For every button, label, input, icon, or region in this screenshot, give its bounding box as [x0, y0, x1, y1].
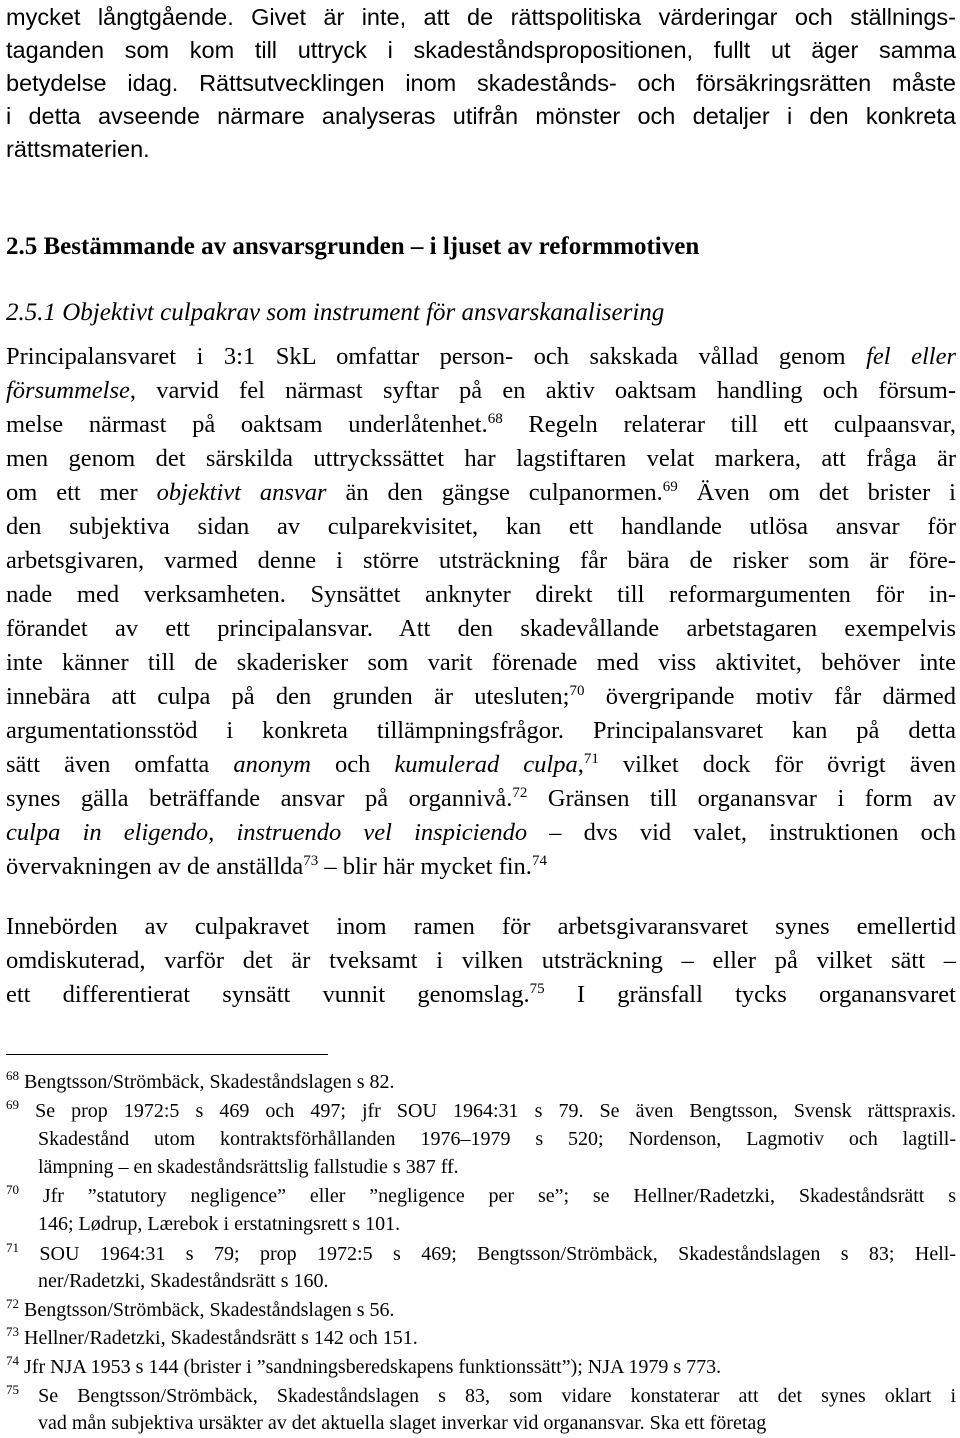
para1-line-4: men genom det särskilda uttryckssättet har lagstiftaren velat markera, att fråga är [6, 445, 956, 472]
para1-line-3: melse närmast på oaktsam underlåtenhet.$^{68}$ Regeln relaterar till ett culpaansvar, [6, 411, 956, 438]
footnote-ref-74[interactable]: 74 [531, 853, 547, 869]
italic-term: försummelse [6, 377, 130, 404]
footnote-72: $^{72}$ Bengtsson/Strömbäck, Skadeståndslagen s 56. [6, 1296, 395, 1321]
footnote-75-cont: vad mån subjektiva ursäkter av det aktuella slaget inverkar vid organansvar. Ska ett företag [38, 1412, 767, 1434]
footnote-69-cont-1: Skadestånd utom kontraktsförhållanden 1976–1979 s 520; Nordenson, Lagmotiv och lagtill- [38, 1128, 956, 1150]
footnote-ref-71[interactable]: 71 [583, 751, 599, 767]
para2-line-1: Innebörden av culpakravet inom ramen för arbetsgivaransvaret synes emellertid [6, 913, 956, 940]
para1-line-16: övervakningen av de anställda$^{73}$ – blir här mycket fin.$^{74}$ [6, 853, 547, 880]
footnote-ref-72[interactable]: 72 [512, 785, 528, 801]
intro-line-1: mycket långtgående. Givet är inte, att de rättspolitiska värderingar och ställnings- [6, 4, 956, 30]
footnote-ref-69[interactable]: 69 [662, 479, 678, 495]
footnote-71-cont: ner/Radetzki, Skadeståndsrätt s 160. [38, 1270, 329, 1292]
footnote-75: $^{75}$ Se Bengtsson/Strömbäck, Skadeståndslagen s 83, som vidare konstaterar att det synes oklart i [6, 1382, 956, 1407]
footnote-ref-73[interactable]: 73 [303, 853, 319, 869]
para1-line-9: förandet av ett principalansvar. Att den skadevållande arbetstagaren exempelvis [6, 615, 956, 642]
para1-line-12: argumentationsstöd i konkreta tillämpningsfrågor. Principalansvaret kan på detta [6, 717, 956, 744]
footnote-73: $^{73}$ Hellner/Radetzki, Skadeståndsrätt s 142 och 151. [6, 1324, 418, 1349]
italic-term: fel eller [866, 343, 956, 370]
footnote-ref-70[interactable]: 70 [569, 683, 585, 699]
subsection-heading: 2.5.1 Objektivt culpakrav som instrument för ansvarskanalisering [6, 299, 665, 326]
intro-line-3: betydelse idag. Rättsutvecklingen inom skadestånds- och försäkringsrätten måste [6, 70, 956, 96]
para1-line-13: sätt även omfatta anonym och kumulerad culpa,$^{71}$ vilket dock för övrigt även [6, 751, 956, 778]
section-heading: 2.5 Bestämmande av ansvarsgrunden – i ljuset av reformmotiven [6, 233, 700, 260]
para1-line-8: nade med verksamheten. Synsättet anknyter direkt till reformargumenten för in- [6, 581, 956, 608]
footnote-68: $^{68}$ Bengtsson/Strömbäck, Skadeståndslagen s 82. [6, 1068, 395, 1093]
italic-term: anonym [233, 751, 311, 778]
para1-line-14: synes gälla beträffande ansvar på organnivå.$^{72}$ Gränsen till organansvar i form av [6, 785, 956, 812]
footnote-ref-68[interactable]: 68 [487, 411, 503, 427]
footnote-ref-75[interactable]: 75 [529, 981, 545, 997]
para1-line-7: arbetsgivaren, varmed denne i större utsträckning får bära de risker som är före- [6, 547, 956, 574]
footnote-71: $^{71}$ SOU 1964:31 s 79; prop 1972:5 s 469; Bengtsson/Strömbäck, Skadeståndslagen s 83; Hell- [6, 1240, 956, 1265]
footnote-70: $^{70}$ Jfr ”statutory negligence” eller ”negligence per se”; se Hellner/Radetzki, Skadeståndsrätt s [6, 1182, 956, 1207]
para2-line-2: omdiskuterad, varför det är tveksamt i vilken utsträckning – eller på vilket sätt – [6, 947, 956, 974]
intro-line-2: taganden som kom till uttryck i skadeståndspropositionen, fullt ut äger samma [6, 37, 956, 63]
italic-term: kumulerad culpa [394, 751, 578, 778]
para1-line-11: innebära att culpa på den grunden är utesluten;$^{70}$ övergripande motiv får därmed [6, 683, 956, 710]
italic-term: culpa in eligendo, instruendo vel inspiciendo [6, 819, 528, 846]
footnote-70-cont: 146; Lødrup, Lærebok i erstatningsrett s 101. [38, 1213, 401, 1235]
para2-line-3: ett differentierat synsätt vunnit genomslag.$^{75}$ I gränsfall tycks organansvaret [6, 981, 956, 1008]
footnote-69-cont-2: lämpning – en skadeståndsrättslig fallstudie s 387 ff. [38, 1156, 459, 1178]
para1-line-6: den subjektiva sidan av culparekvisitet, kan ett handlande utlösa ansvar för [6, 513, 956, 540]
footnote-separator [6, 1054, 328, 1055]
footnote-74: $^{74}$ Jfr NJA 1953 s 144 (brister i ”sandningsberedskapens funktionssätt”); NJA 1979 s 773. [6, 1353, 722, 1378]
para1-line-15: culpa in eligendo, instruendo vel inspiciendo – dvs vid valet, instruktionen och [6, 819, 957, 846]
para1-line-1: Principalansvaret i 3:1 SkL omfattar person- och sakskada vållad genom fel eller [6, 343, 956, 370]
para1-line-5: om ett mer objektivt ansvar än den gängse culpanormen.$^{69}$ Även om det brister i [6, 479, 956, 506]
intro-line-4: i detta avseende närmare analyseras utifrån mönster och detaljer i den konkreta [6, 103, 956, 129]
para1-line-2: försummelse, varvid fel närmast syftar på en aktiv oaktsam handling och försum- [6, 377, 956, 404]
italic-term: objektivt ansvar [156, 479, 327, 506]
footnote-69: $^{69}$ Se prop 1972:5 s 469 och 497; jfr SOU 1964:31 s 79. Se även Bengtsson, Svensk rättspraxis. [6, 1097, 956, 1122]
intro-line-5: rättsmaterien. [6, 136, 150, 162]
para1-line-10: inte känner till de skaderisker som varit förenade med viss aktivitet, behöver inte [6, 649, 956, 676]
